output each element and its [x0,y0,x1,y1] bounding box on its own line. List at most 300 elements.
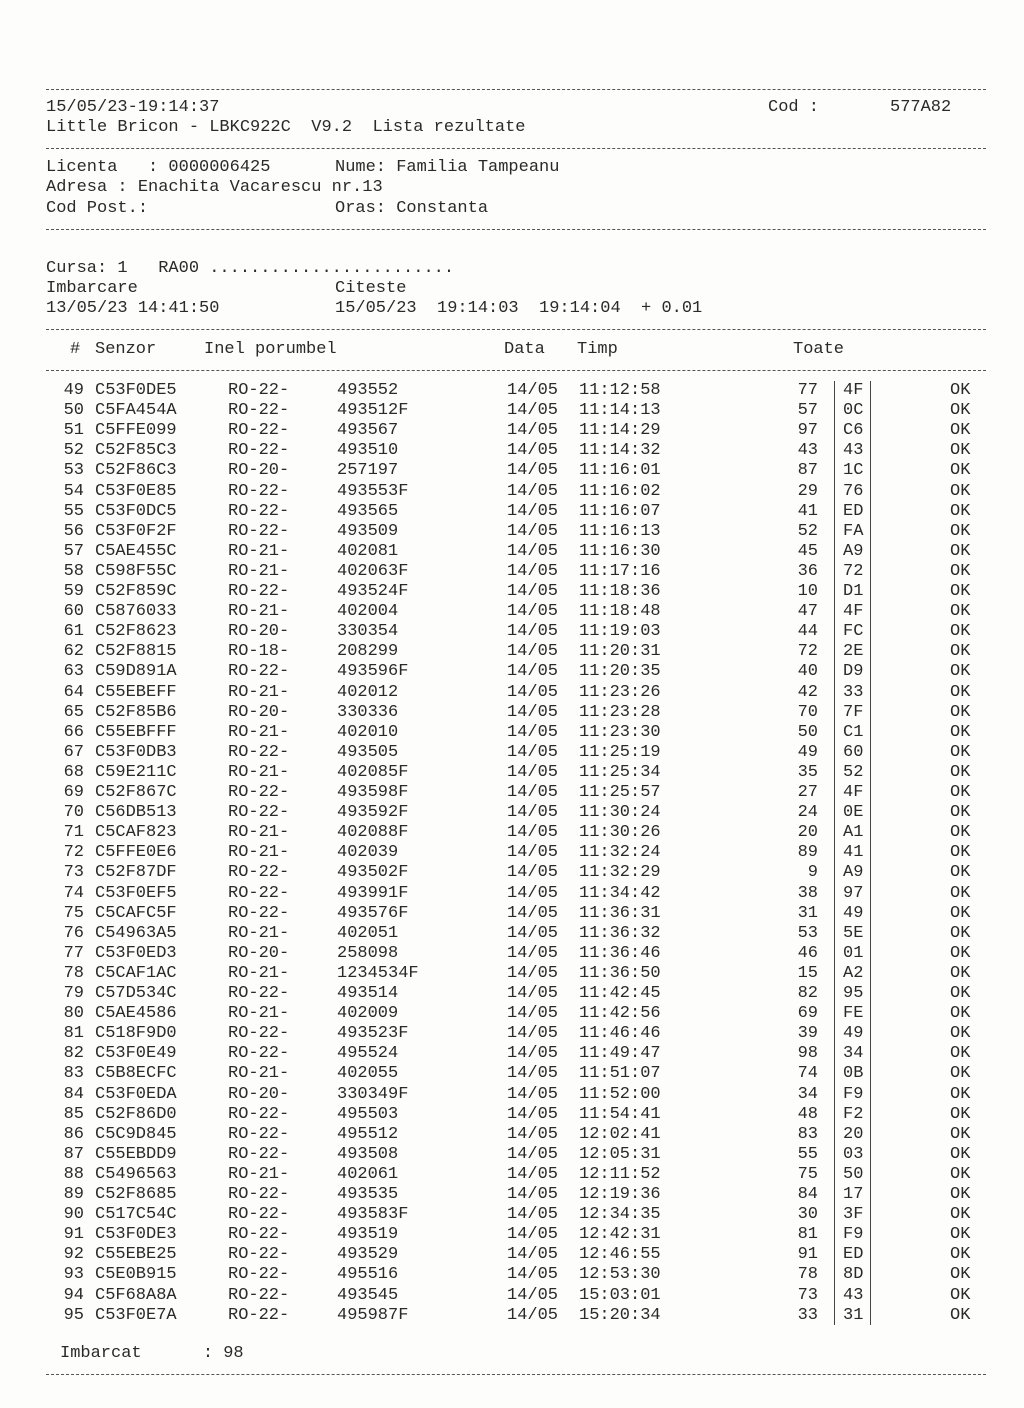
row-index: 82 [63,1044,84,1064]
sensor-id: C52F86D0 [95,1104,177,1124]
sensor-id: C57D534C [95,984,177,1003]
sensor-id: C518F9D0 [95,1024,177,1044]
row-index: 71 [63,823,84,843]
code: 43 [843,1285,864,1305]
sensor-id: C54963A5 [95,923,177,943]
report-datetime: 15/05/23-19:14:37 [46,98,220,117]
arrival-date: 14/05 [507,1305,559,1325]
arrival-date: 14/05 [507,1205,559,1225]
code: 95 [843,984,864,1003]
arrival-time: 11:25:34 [579,762,661,782]
row-index: 54 [63,481,84,501]
arrival-time: 12:42:31 [579,1225,661,1245]
status: OK [950,923,971,943]
ring-prefix: RO-22- [228,421,290,441]
ring-prefix: RO-21- [228,602,290,622]
ring-number: 493553F [337,481,409,501]
code: 60 [843,742,864,762]
ring-number: 493991F [337,883,409,903]
sensor-id: C59E211C [95,762,177,782]
ring-number: 493512F [337,401,409,421]
table-row [0,461,1024,481]
status: OK [950,662,971,682]
arrival-time: 12:02:41 [579,1124,661,1144]
arrival-time: 11:14:13 [579,401,661,421]
points: 40 [797,662,818,682]
cod-value: 577A82 [890,98,952,117]
ring-prefix: RO-22- [228,1245,290,1265]
arrival-date: 14/05 [507,823,559,843]
arrival-time: 11:12:58 [579,381,661,400]
code: 17 [843,1185,864,1204]
status: OK [950,1225,971,1245]
ring-prefix: RO-21- [228,1004,290,1024]
code: F2 [843,1104,864,1124]
arrival-time: 12:53:30 [579,1265,661,1285]
arrival-time: 11:30:24 [579,803,661,823]
arrival-date: 14/05 [507,1144,559,1164]
divider [46,1374,986,1375]
sensor-id: C53F0DE3 [95,1225,177,1245]
status: OK [950,521,971,541]
points: 84 [797,1185,818,1204]
ring-prefix: RO-21- [228,722,290,742]
points: 49 [797,742,818,762]
code: 34 [843,1044,864,1064]
divider [46,229,986,230]
ring-prefix: RO-22- [228,401,290,421]
status: OK [950,1245,971,1265]
points: 46 [797,943,818,963]
status: OK [950,1285,971,1305]
arrival-date: 14/05 [507,1064,559,1084]
table-row [0,823,1024,843]
ring-prefix: RO-21- [228,923,290,943]
points: 20 [797,823,818,843]
arrival-date: 14/05 [507,461,559,481]
code: 33 [843,682,864,702]
sensor-id: C5FFE0E6 [95,843,177,863]
sensor-id: C53F0DC5 [95,501,177,521]
points: 97 [797,421,818,441]
table-row [0,1064,1024,1084]
arrival-date: 14/05 [507,421,559,441]
table-row [0,441,1024,461]
ring-prefix: RO-22- [228,883,290,903]
ring-prefix: RO-22- [228,803,290,823]
status: OK [950,622,971,642]
points: 34 [797,1084,818,1104]
code: 49 [843,903,864,923]
ring-number: 402009 [337,1004,399,1024]
table-row [0,1024,1024,1044]
arrival-date: 14/05 [507,923,559,943]
arrival-time: 11:42:56 [579,1004,661,1024]
col-all: Toate [793,340,845,359]
ring-prefix: RO-20- [228,622,290,642]
ring-number: 493567 [337,421,399,441]
code: 1C [843,461,864,481]
ring-prefix: RO-20- [228,943,290,963]
code: 3F [843,1205,864,1225]
status: OK [950,742,971,762]
ring-prefix: RO-21- [228,541,290,561]
table-row [0,1105,1024,1125]
code: FC [843,622,864,642]
sensor-id: C517C54C [95,1205,177,1225]
row-index: 61 [63,622,84,642]
ring-prefix: RO-20- [228,702,290,722]
code: A2 [843,963,864,983]
ring-prefix: RO-22- [228,1205,290,1225]
code: 72 [843,561,864,581]
arrival-date: 14/05 [507,963,559,983]
ring-prefix: RO-22- [228,1305,290,1325]
arrival-time: 11:49:47 [579,1044,661,1064]
points: 38 [797,883,818,903]
table-row [0,381,1024,401]
ring-prefix: RO-21- [228,963,290,983]
status: OK [950,762,971,782]
total-basketed: Imbarcat : 98 [60,1344,244,1363]
ring-number: 493502F [337,863,409,883]
row-index: 78 [63,963,84,983]
arrival-time: 11:18:36 [579,582,661,601]
table-row [0,803,1024,823]
code: D9 [843,662,864,682]
points: 35 [797,762,818,782]
row-index: 79 [63,984,84,1003]
status: OK [950,1205,971,1225]
read-times: 15/05/23 19:14:03 19:14:04 + 0.01 [335,299,703,318]
status: OK [950,823,971,843]
code: 43 [843,441,864,461]
table-row [0,944,1024,964]
points: 52 [797,521,818,541]
arrival-date: 14/05 [507,662,559,682]
arrival-date: 14/05 [507,602,559,622]
sensor-id: C5496563 [95,1164,177,1184]
ring-number: 493596F [337,662,409,682]
table-row [0,1145,1024,1165]
arrival-time: 11:46:46 [579,1024,661,1044]
table-row [0,582,1024,602]
row-index: 94 [63,1285,84,1305]
row-index: 90 [63,1205,84,1225]
arrival-date: 14/05 [507,984,559,1003]
table-row [0,964,1024,984]
divider [46,370,986,371]
table-row [0,642,1024,662]
ring-number: 402088F [337,823,409,843]
points: 31 [797,903,818,923]
arrival-date: 14/05 [507,1044,559,1064]
code: 7F [843,702,864,722]
code: 4F [843,602,864,622]
status: OK [950,843,971,863]
row-index: 66 [63,722,84,742]
arrival-date: 14/05 [507,561,559,581]
table-row [0,723,1024,743]
ring-number: 402039 [337,843,399,863]
arrival-time: 11:16:01 [579,461,661,481]
arrival-date: 14/05 [507,863,559,883]
arrival-date: 14/05 [507,441,559,461]
owner-name: Nume: Familia Tampeanu [335,158,560,177]
table-row [0,522,1024,542]
row-index: 85 [63,1104,84,1124]
points: 72 [797,642,818,662]
ring-number: 402063F [337,561,409,581]
arrival-time: 11:20:31 [579,642,661,662]
row-index: 67 [63,742,84,762]
table-row [0,683,1024,703]
points: 53 [797,923,818,943]
ring-number: 402081 [337,541,399,561]
arrival-date: 14/05 [507,903,559,923]
row-index: 93 [63,1265,84,1285]
ring-number: 493505 [337,742,399,762]
ring-number: 402012 [337,682,399,702]
arrival-date: 14/05 [507,1245,559,1265]
code: 4F [843,783,864,802]
code: 41 [843,843,864,863]
row-index: 77 [63,943,84,963]
ring-prefix: RO-21- [228,561,290,581]
table-row [0,1205,1024,1225]
divider [46,89,986,90]
basketing-label: Imbarcare [46,279,138,298]
points: 33 [797,1305,818,1325]
code: F9 [843,1084,864,1104]
arrival-time: 11:18:48 [579,602,661,622]
row-index: 63 [63,662,84,682]
status: OK [950,803,971,823]
sensor-id: C5AE4586 [95,1004,177,1024]
ring-number: 493598F [337,783,409,802]
status: OK [950,783,971,802]
arrival-date: 14/05 [507,1164,559,1184]
arrival-time: 15:20:34 [579,1305,661,1325]
code: A9 [843,541,864,561]
sensor-id: C5C9D845 [95,1124,177,1144]
arrival-date: 14/05 [507,582,559,601]
ring-prefix: RO-22- [228,1185,290,1204]
sensor-id: C53F0F2F [95,521,177,541]
points: 45 [797,541,818,561]
sensor-id: C5CAF823 [95,823,177,843]
table-row [0,1044,1024,1064]
arrival-date: 14/05 [507,1124,559,1144]
cod-label: Cod : [768,98,820,117]
points: 73 [797,1285,818,1305]
code: 50 [843,1164,864,1184]
sensor-id: C52F85C3 [95,441,177,461]
ring-prefix: RO-22- [228,903,290,923]
ring-number: 493552 [337,381,399,400]
status: OK [950,421,971,441]
points: 82 [797,984,818,1003]
table-row [0,662,1024,682]
arrival-time: 11:20:35 [579,662,661,682]
table-row [0,984,1024,1004]
sensor-id: C5CAFC5F [95,903,177,923]
code: 0B [843,1064,864,1084]
code: 2E [843,642,864,662]
ring-number: 330336 [337,702,399,722]
ring-prefix: RO-22- [228,481,290,501]
arrival-date: 14/05 [507,401,559,421]
arrival-time: 11:25:57 [579,783,661,802]
ring-prefix: RO-22- [228,1024,290,1044]
status: OK [950,602,971,622]
status: OK [950,722,971,742]
arrival-time: 11:30:26 [579,823,661,843]
sensor-id: C52F8815 [95,642,177,662]
table-row [0,863,1024,883]
row-index: 81 [63,1024,84,1044]
arrival-date: 14/05 [507,843,559,863]
arrival-time: 11:52:00 [579,1084,661,1104]
points: 39 [797,1024,818,1044]
code: C1 [843,722,864,742]
table-row [0,622,1024,642]
row-index: 95 [63,1305,84,1325]
points: 50 [797,722,818,742]
ring-number: 495512 [337,1124,399,1144]
code: 76 [843,481,864,501]
status: OK [950,903,971,923]
arrival-time: 12:05:31 [579,1144,661,1164]
arrival-date: 14/05 [507,702,559,722]
table-row [0,1306,1024,1326]
ring-number: 257197 [337,461,399,481]
row-index: 65 [63,702,84,722]
sensor-id: C52F86C3 [95,461,177,481]
arrival-date: 14/05 [507,803,559,823]
status: OK [950,863,971,883]
race-info: Cursa: 1 RA00 ........................ [46,259,455,278]
row-index: 68 [63,762,84,782]
table-row [0,743,1024,763]
status: OK [950,963,971,983]
sensor-id: C53F0E49 [95,1044,177,1064]
arrival-time: 12:34:35 [579,1205,661,1225]
points: 77 [797,381,818,400]
arrival-time: 11:17:16 [579,561,661,581]
ring-number: 493576F [337,903,409,923]
points: 41 [797,501,818,521]
arrival-date: 14/05 [507,943,559,963]
row-index: 75 [63,903,84,923]
points: 24 [797,803,818,823]
status: OK [950,1044,971,1064]
status: OK [950,381,971,400]
ring-number: 493519 [337,1225,399,1245]
table-row [0,401,1024,421]
ring-number: 330349F [337,1084,409,1104]
sensor-id: C53F0DB3 [95,742,177,762]
ring-number: 402010 [337,722,399,742]
code: FE [843,1004,864,1024]
status: OK [950,702,971,722]
ring-number: 402051 [337,923,399,943]
points: 75 [797,1164,818,1184]
points: 44 [797,622,818,642]
arrival-time: 11:25:19 [579,742,661,762]
row-index: 84 [63,1084,84,1104]
row-index: 73 [63,863,84,883]
table-row [0,1165,1024,1185]
table-row [0,1185,1024,1205]
sensor-id: C5876033 [95,602,177,622]
arrival-date: 14/05 [507,1225,559,1245]
arrival-time: 11:23:30 [579,722,661,742]
points: 27 [797,783,818,802]
arrival-date: 14/05 [507,682,559,702]
points: 47 [797,602,818,622]
ring-prefix: RO-22- [228,742,290,762]
ring-number: 493523F [337,1024,409,1044]
code: 20 [843,1124,864,1144]
ring-prefix: RO-21- [228,682,290,702]
table-row [0,703,1024,723]
sensor-id: C5FFE099 [95,421,177,441]
read-label: Citeste [335,279,407,298]
arrival-time: 11:23:26 [579,682,661,702]
ring-number: 208299 [337,642,399,662]
arrival-time: 11:54:41 [579,1104,661,1124]
postal-code: Cod Post.: [46,199,149,218]
ring-prefix: RO-20- [228,461,290,481]
table-row [0,1125,1024,1145]
ring-prefix: RO-21- [228,843,290,863]
ring-prefix: RO-22- [228,1044,290,1064]
divider [46,329,986,330]
ring-number: 495987F [337,1305,409,1325]
status: OK [950,1185,971,1204]
table-row [0,843,1024,863]
ring-prefix: RO-22- [228,863,290,883]
code: ED [843,1245,864,1265]
table-row [0,1265,1024,1285]
arrival-time: 11:36:50 [579,963,661,983]
sensor-id: C55EBE25 [95,1245,177,1265]
points: 78 [797,1265,818,1285]
table-row [0,1225,1024,1245]
ring-number: 402061 [337,1164,399,1184]
arrival-time: 11:16:30 [579,541,661,561]
row-index: 88 [63,1164,84,1184]
code: FA [843,521,864,541]
row-index: 59 [63,582,84,601]
status: OK [950,984,971,1003]
arrival-date: 14/05 [507,541,559,561]
row-index: 74 [63,883,84,903]
sensor-id: C5AE455C [95,541,177,561]
code: 5E [843,923,864,943]
ring-prefix: RO-22- [228,501,290,521]
sensor-id: C52F867C [95,783,177,802]
arrival-time: 11:14:32 [579,441,661,461]
arrival-date: 14/05 [507,521,559,541]
row-index: 87 [63,1144,84,1164]
sensor-id: C53F0E7A [95,1305,177,1325]
sensor-id: C5FA454A [95,401,177,421]
arrival-date: 14/05 [507,742,559,762]
sensor-id: C5CAF1AC [95,963,177,983]
arrival-date: 14/05 [507,762,559,782]
